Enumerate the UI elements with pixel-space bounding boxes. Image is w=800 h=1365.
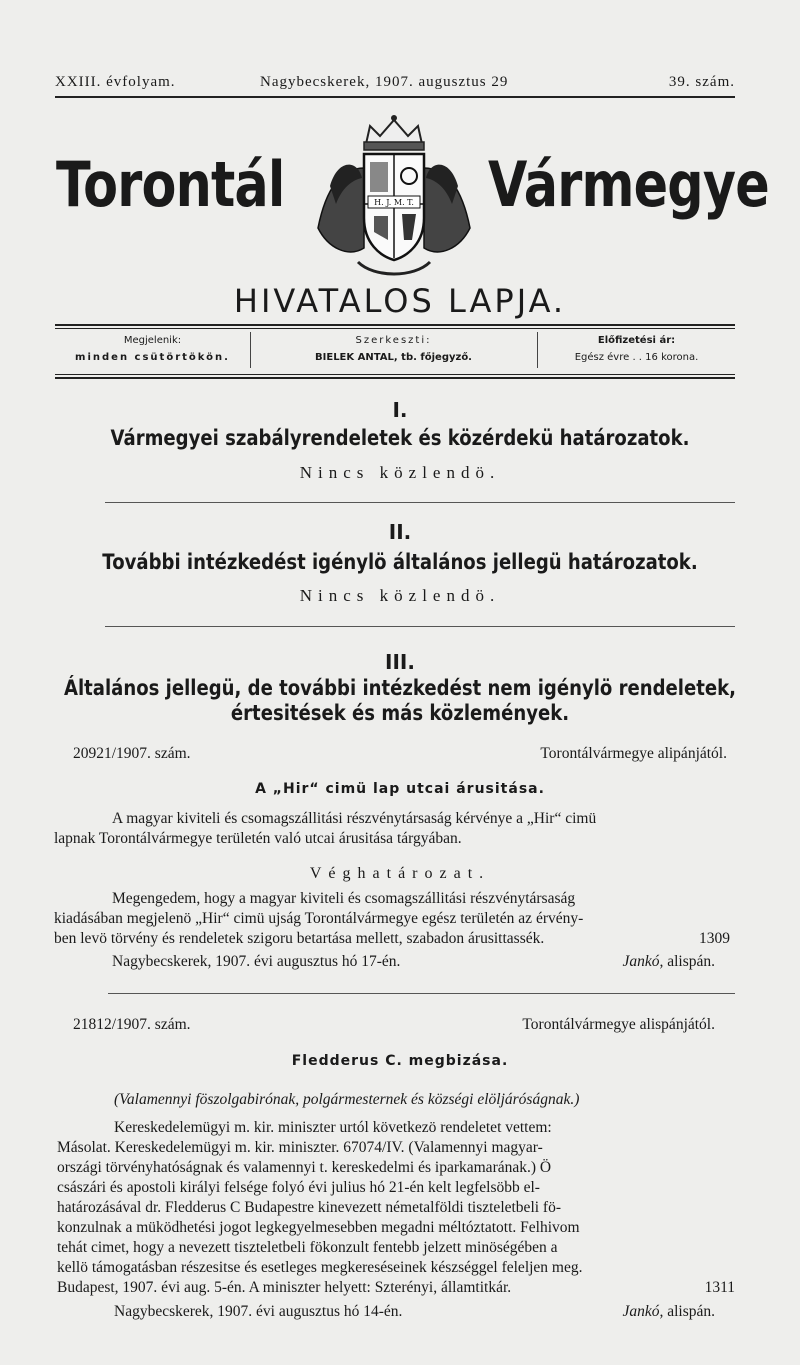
notice-1-line: A magyar kiviteli és csomagszállitási részvénytársaság kérvénye a „Hir“ cimü <box>112 810 597 827</box>
section-1-title: Vármegyei szabályrendeletek és közérdekü határozatok. <box>110 426 690 450</box>
notice-2-line: határozásával dr. Fledderus C Budapestre kinevezett németalföldi tiszteletbeli fö- <box>57 1199 561 1216</box>
subtitle: HIVATALOS LAPJA. <box>233 282 567 320</box>
section-3-numeral: III. <box>385 650 415 674</box>
notice-1-signature: Jankó, alispán. <box>622 953 715 970</box>
section-3-title-line1: Általános jellegü, de további intézkedést nem igénylö rendeletek, <box>63 676 737 700</box>
notice-1-decision-label: Véghatározat. <box>309 865 491 882</box>
section-2-note: Nincs közlendö. <box>299 586 501 605</box>
notice-2-line: Másolat. Kereskedelemügyi m. kir. miniszter. 67074/IV. (Valamennyi magyar- <box>57 1139 543 1156</box>
notice-2-ref: 1311 <box>704 1279 735 1296</box>
notice-1-ref: 1309 <box>699 930 730 947</box>
notice-1-title: A „Hir“ cimü lap utcai árusitása. <box>255 781 545 797</box>
notice-2-line: Budapest, 1907. évi aug. 5-én. A miniszter helyett: Szterényi, államtitkár. <box>57 1279 512 1296</box>
notice-2-line: konzulnak a müködhetési jogot legkegyelmesebben megadni méltóztatott. Felhivom <box>57 1219 580 1236</box>
issue-number: 39. szám. <box>668 74 735 90</box>
crest-banner-text: H. J. M. T. <box>374 198 414 207</box>
top-rule <box>55 96 735 98</box>
notice-2-signature: Jankó, alispán. <box>622 1303 715 1320</box>
section-3-title-line2: értesitések és más közlemények. <box>230 701 570 725</box>
masthead-right: Vármegye <box>488 148 769 221</box>
notice-2-line: Nagybecskerek, 1907. évi augusztus hó 14-én. <box>114 1303 403 1320</box>
section-2-numeral: II. <box>388 520 412 544</box>
notice-2-line: Kereskedelemügyi m. kir. miniszter urtól következö rendeletet vettem: <box>114 1119 552 1136</box>
publication-schedule: Megjelenik: minden csütörtökön. <box>75 335 230 363</box>
coat-of-arms-icon <box>308 108 480 278</box>
section-divider <box>108 993 735 994</box>
place-date: Nagybecskerek, 1907. augusztus 29 <box>260 74 509 90</box>
notice-1-decision-line: Megengedem, hogy a magyar kiviteli és csomagszállitási részvénytársaság <box>112 890 576 907</box>
notice-2-line: császári és apostoli királyi felsége folyó évi julius hó 21-én kelt legfelsöbb el- <box>57 1179 540 1196</box>
notice-2-line: országi törvényhatóságnak és valamennyi t. kereskedelmi és iparkamarának.) Ö <box>57 1159 552 1176</box>
notice-2-title: Fledderus C. megbizása. <box>291 1053 509 1069</box>
subscription-info-box <box>55 324 735 380</box>
notice-2-line: kellö támogatásban részesitse és esetleges megkereséseinek készséggel feleljen meg. <box>57 1259 583 1276</box>
notice-1-source: Torontálvármegye alipánjától. <box>540 745 727 762</box>
volume-label: XXIII. évfolyam. <box>55 74 176 90</box>
editor-info: Szerkeszti: BIELEK ANTAL, tb. főjegyző. <box>315 335 472 363</box>
notice-1-decision-line: Nagybecskerek, 1907. évi augusztus hó 17-én. <box>112 953 401 970</box>
notice-1-decision-line: kiadásában megjelenö „Hir“ cimü ujság Torontálvármegye egész területén az érvény- <box>54 910 584 927</box>
masthead-left: Torontál <box>56 148 285 221</box>
section-1-numeral: I. <box>392 398 408 422</box>
notice-1-decision-line: ben levö törvény és rendeletek szigoru betartása mellett, szabadon árusittassék. <box>54 930 545 947</box>
section-divider <box>105 626 735 627</box>
notice-1-line: lapnak Torontálvármegye területén való utcai árusitása tárgyában. <box>54 830 462 847</box>
section-2-title: További intézkedést igénylö általános jellegü határozatok. <box>102 550 698 574</box>
notice-1-number: 20921/1907. szám. <box>73 745 191 762</box>
notice-2-number: 21812/1907. szám. <box>73 1016 191 1033</box>
notice-2-addressees: (Valamennyi föszolgabirónak, polgármesternek és községi elöljáróságnak.) <box>114 1091 580 1108</box>
notice-2-line: tehát cimet, hogy a nevezett tiszteletbeli fökonzult fentebb jelzett minöségében a <box>57 1239 558 1256</box>
notice-2-source: Torontálvármegye alispánjától. <box>522 1016 715 1033</box>
section-divider <box>105 502 735 503</box>
section-1-note: Nincs közlendö. <box>299 463 501 482</box>
subscription-price: Előfizetési ár: Egész évre . . 16 korona. <box>574 335 699 363</box>
